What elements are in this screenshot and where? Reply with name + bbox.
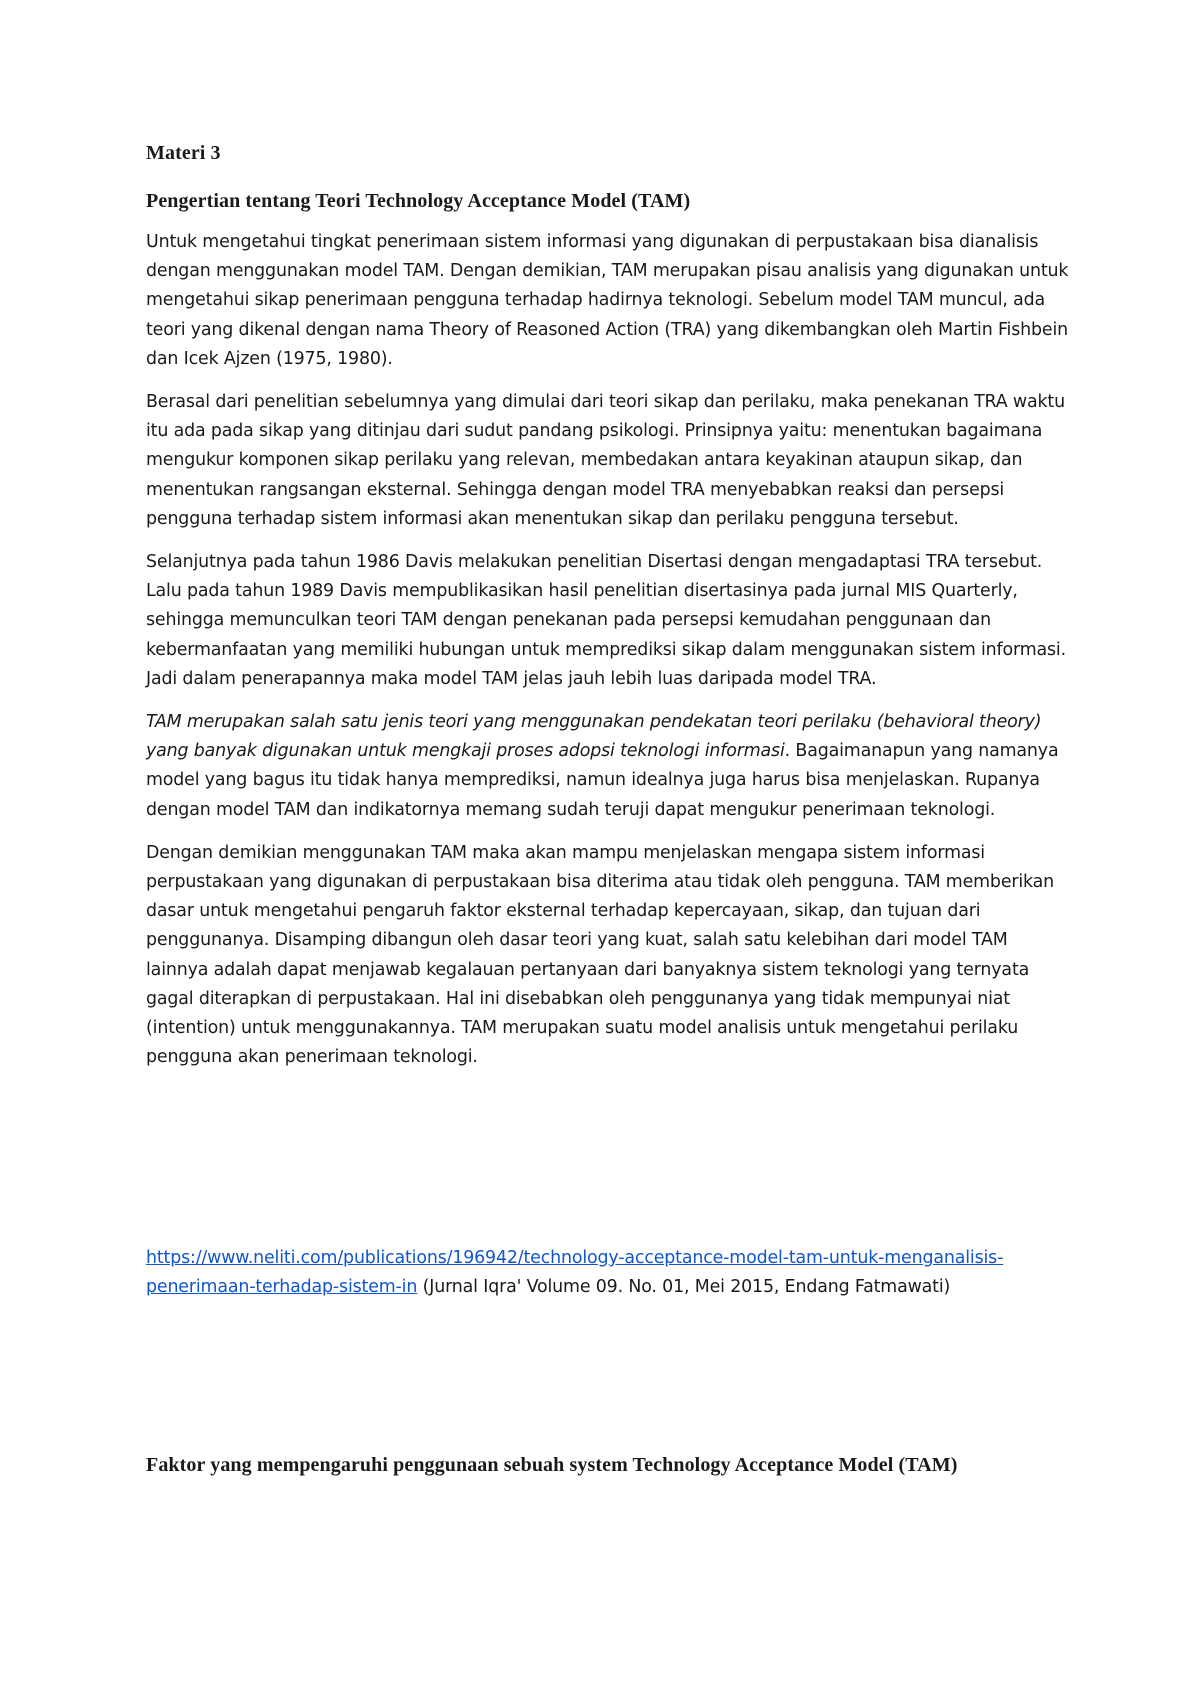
document-title: Materi 3 xyxy=(146,142,221,164)
paragraph-2: Berasal dari penelitian sebelumnya yang dimulai dari teori sikap dan perilaku, maka penekanan TRA waktu itu ada pada sikap yang ditinjau dari sudut pandang psikologi. Prinsipnya yaitu: menentukan bagaimana mengukur komponen sikap perilaku yang relevan, membedakan antara keyakinan ataupun sikap, dan menentukan rangsangan eksternal. Sehingga dengan model TRA menyebabkan reaksi dan persepsi pengguna terhadap sistem informasi akan menentukan sikap dan perilaku pengguna tersebut. xyxy=(146,392,1065,529)
section-heading-faktor: Faktor yang mempengaruhi penggunaan sebuah system Technology Acceptance Model (TAM) xyxy=(146,1454,958,1476)
paragraph-3: Selanjutnya pada tahun 1986 Davis melakukan penelitian Disertasi dengan mengadaptasi TRA tersebut. Lalu pada tahun 1989 Davis mempublikasikan hasil penelitian disertasinya pada jurnal MIS Quarterly, sehingga memunculkan teori TAM dengan penekanan pada persepsi kemudahan penggunaan dan kebermanfaatan yang memiliki hubungan untuk memprediksi sikap dalam menggunakan sistem informasi. Jadi dalam penerapannya maka model TAM jelas jauh lebih luas daripada model TRA. xyxy=(146,552,1066,689)
paragraph-5: Dengan demikian menggunakan TAM maka akan mampu menjelaskan mengapa sistem informasi perpustakaan yang digunakan di perpustakaan bisa diterima atau tidak oleh pengguna. TAM memberikan dasar untuk mengetahui pengaruh faktor eksternal terhadap kepercayaan, sikap, dan tujuan dari penggunanya. Disamping dibangun oleh dasar teori yang kuat, salah satu kelebihan dari model TAM lainnya adalah dapat menjawab kegalauan pertanyaan dari banyaknya sistem teknologi yang ternyata gagal diterapkan di perpustakaan. Hal ini disebabkan oleh penggunanya yang tidak mempunyai niat (intention) untuk menggunakannya. TAM merupakan suatu model analisis untuk mengetahui perilaku pengguna akan penerimaan teknologi. xyxy=(146,842,1055,1068)
reference-source-text: (Jurnal Iqra' Volume 09. No. 01, Mei 2015, Endang Fatmawati) xyxy=(417,1277,951,1298)
paragraph-4 xyxy=(146,708,1071,825)
paragraph-4-italic-text: TAM merupakan salah satu jenis teori yang menggunakan pendekatan teori perilaku (behavioral theory) yang banyak digunakan untuk mengkaji proses adopsi teknologi informasi xyxy=(146,712,1042,762)
document-body xyxy=(146,140,1071,1086)
section-heading-pengertian: Pengertian tentang Teori Technology Acceptance Model (TAM) xyxy=(146,190,691,212)
paragraph-4-text: . Bagaimanapun yang namanya model yang bagus itu tidak hanya memprediksi, namun idealnya juga harus bisa menjelaskan. Rupanya dengan model TAM dan indikatornya memang sudah teruji dapat mengukur penerimaan teknologi. xyxy=(146,741,1059,820)
reference-link[interactable]: https://www.neliti.com/publications/196942/technology-acceptance-model-tam-untuk-menganalisis-penerimaan-terhadap-sistem-in xyxy=(146,1248,1004,1298)
paragraph-1: Untuk mengetahui tingkat penerimaan sistem informasi yang digunakan di perpustakaan bisa dianalisis dengan menggunakan model TAM. Dengan demikian, TAM merupakan pisau analisis yang digunakan untuk mengetahui sikap penerimaan pengguna terhadap hadirnya teknologi. Sebelum model TAM muncul, ada teori yang dikenal dengan nama Theory of Reasoned Action (TRA) yang dikembangkan oleh Martin Fishbein dan Icek Ajzen (1975, 1980). xyxy=(146,232,1069,369)
reference-citation xyxy=(146,1244,1071,1302)
